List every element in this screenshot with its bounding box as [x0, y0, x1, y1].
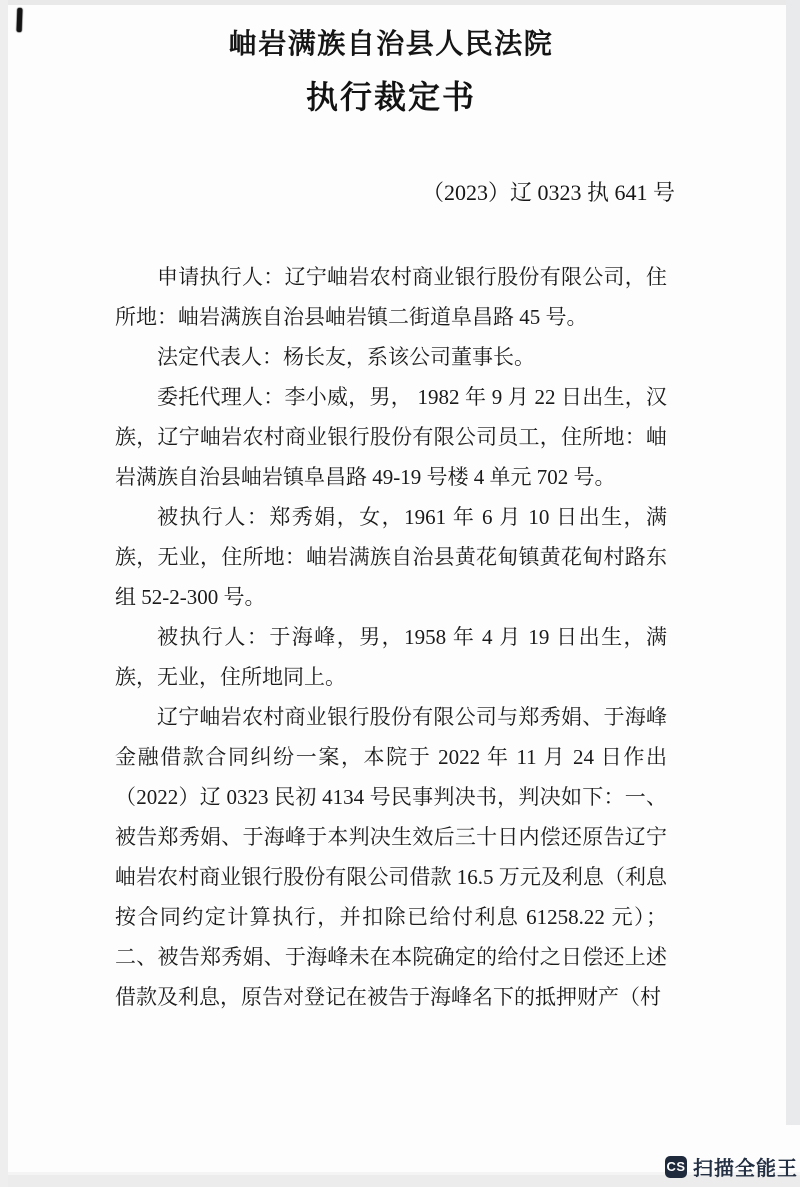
- court-name: 岫岩满族自治县人民法院: [228, 29, 554, 60]
- case-number: （2023）辽 0323 执 641 号: [421, 180, 675, 205]
- paragraph-respondent-1: 被执行人：郑秀娟，女，1961 年 6 月 10 日出生，满族，无业，住所地：岫岩满族自治县黄花甸镇黄花甸村路东组 52-2-300 号。: [115, 505, 667, 609]
- scan-artifact-mark: [17, 8, 23, 32]
- scan-edge-top: [0, 0, 800, 5]
- scan-edge-left: [0, 0, 8, 1187]
- document-title: 执行裁定书: [305, 79, 476, 115]
- camscanner-logo-icon: CS: [665, 1156, 687, 1178]
- scan-edge-right: [786, 0, 800, 1125]
- paragraph-judgment-summary: 辽宁岫岩农村商业银行股份有限公司与郑秀娟、于海峰金融借款合同纠纷一案，本院于 2022 年 11 月 24 日作出（2022）辽 0323 民初 4134 号民事判决书，判决如下：一、被告郑秀娟、于海峰于本判决生效后三十日内偿还原告辽宁岫岩农村商业银行股份有限公司借款 16.5 万元及利息（利息按合同约定计算执行，并扣除已给付利息 61258.22 元）；二、被告郑秀娟、于海峰未在本院确定的给付之日偿还上述借款及利息，原告对登记在被告于海峰名下的抵押财产（村: [115, 705, 667, 1009]
- paragraph-respondent-2: 被执行人：于海峰，男，1958 年 4 月 19 日出生，满族，无业，住所地同上。: [115, 625, 667, 689]
- camscanner-app-name: 扫描全能王: [693, 1158, 798, 1180]
- paragraph-legal-representative: 法定代表人：杨长友，系该公司董事长。: [157, 345, 535, 369]
- camscanner-watermark: [665, 1152, 798, 1181]
- paragraph-authorized-agent: 委托代理人：李小威，男， 1982 年 9 月 22 日出生，汉族，辽宁岫岩农村商业银行股份有限公司员工，住所地：岫岩满族自治县岫岩镇阜昌路 49-19 号楼 4 单元 702 号。: [115, 385, 667, 489]
- document-body: [115, 257, 667, 1017]
- paragraph-applicant: 申请执行人：辽宁岫岩农村商业银行股份有限公司，住所地：岫岩满族自治县岫岩镇二街道阜昌路 45 号。: [115, 265, 667, 329]
